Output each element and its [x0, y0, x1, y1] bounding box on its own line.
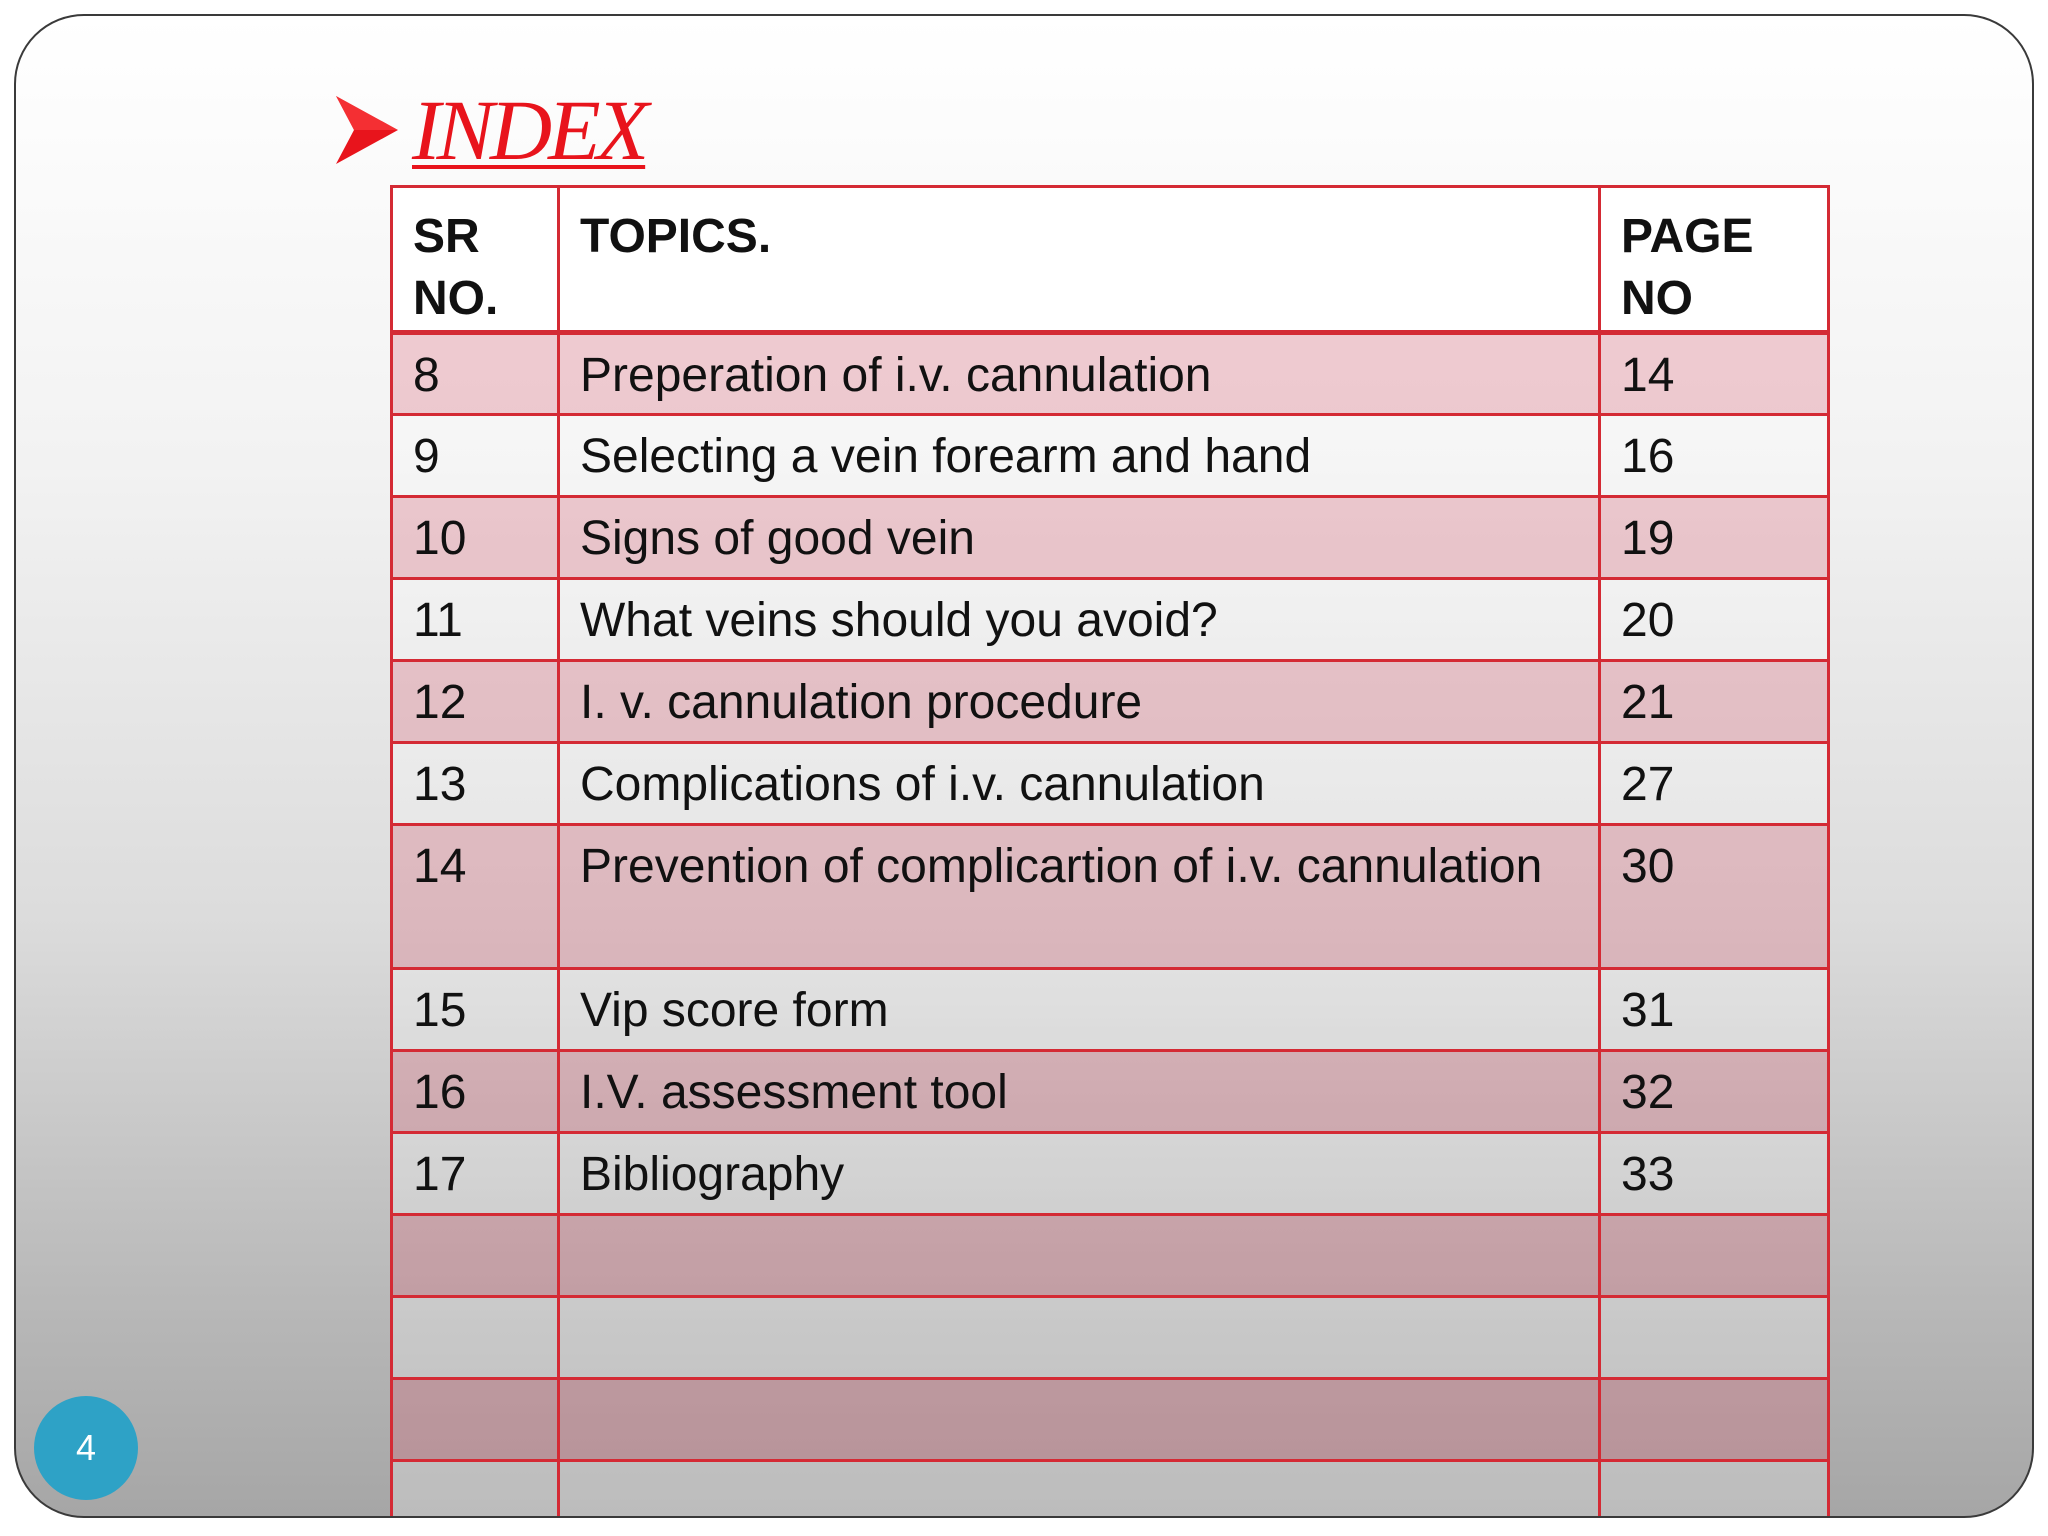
header-sr-no: SR NO.	[392, 187, 559, 333]
cell-page: 31	[1600, 969, 1829, 1051]
cell-sr: 17	[392, 1133, 559, 1215]
cell-page: 30	[1600, 825, 1829, 969]
table-row	[392, 415, 1829, 497]
cell-sr	[392, 1461, 559, 1519]
cell-sr	[392, 1215, 559, 1297]
cell-page: 14	[1600, 333, 1829, 415]
cell-topic: Bibliography	[559, 1133, 1600, 1215]
cell-topic: Vip score form	[559, 969, 1600, 1051]
cell-topic: Signs of good vein	[559, 497, 1600, 579]
table-row	[392, 661, 1829, 743]
cell-page: 21	[1600, 661, 1829, 743]
cell-topic: I. v. cannulation procedure	[559, 661, 1600, 743]
page-title: INDEX	[412, 82, 646, 178]
cell-page: 16	[1600, 415, 1829, 497]
cell-topic: Selecting a vein forearm and hand	[559, 415, 1600, 497]
cell-sr: 14	[392, 825, 559, 969]
cell-sr: 13	[392, 743, 559, 825]
cell-topic: I.V. assessment tool	[559, 1051, 1600, 1133]
table-header-row	[392, 187, 1829, 333]
table-row-empty	[392, 1215, 1829, 1297]
header-page-no: PAGE NO	[1600, 187, 1829, 333]
cell-page: 33	[1600, 1133, 1829, 1215]
cell-sr: 9	[392, 415, 559, 497]
table-row-empty	[392, 1297, 1829, 1379]
cell-sr: 15	[392, 969, 559, 1051]
arrowhead-bullet-icon	[332, 90, 402, 170]
cell-sr: 16	[392, 1051, 559, 1133]
index-table	[390, 185, 1830, 1518]
slide	[14, 14, 2034, 1518]
cell-topic	[559, 1297, 1600, 1379]
cell-sr: 10	[392, 497, 559, 579]
table-row-empty	[392, 1461, 1829, 1519]
cell-topic: What veins should you avoid?	[559, 579, 1600, 661]
cell-page	[1600, 1215, 1829, 1297]
slide-number-badge: 4	[34, 1396, 138, 1500]
table-row	[392, 497, 1829, 579]
table-row	[392, 333, 1829, 415]
cell-page: 27	[1600, 743, 1829, 825]
cell-page: 20	[1600, 579, 1829, 661]
cell-sr	[392, 1379, 559, 1461]
title-block	[332, 80, 645, 180]
cell-topic	[559, 1461, 1600, 1519]
table-row	[392, 743, 1829, 825]
cell-page: 32	[1600, 1051, 1829, 1133]
table-row	[392, 825, 1829, 969]
cell-topic: Complications of i.v. cannulation	[559, 743, 1600, 825]
cell-page	[1600, 1297, 1829, 1379]
cell-page: 19	[1600, 497, 1829, 579]
cell-topic	[559, 1379, 1600, 1461]
cell-topic: Preperation of i.v. cannulation	[559, 333, 1600, 415]
table-row	[392, 1051, 1829, 1133]
cell-topic	[559, 1215, 1600, 1297]
cell-sr: 11	[392, 579, 559, 661]
table-row-empty	[392, 1379, 1829, 1461]
cell-sr: 12	[392, 661, 559, 743]
table-row	[392, 969, 1829, 1051]
table-row	[392, 579, 1829, 661]
table-row	[392, 1133, 1829, 1215]
cell-topic: Prevention of complicartion of i.v. cannulation	[559, 825, 1600, 969]
cell-page	[1600, 1379, 1829, 1461]
cell-sr	[392, 1297, 559, 1379]
header-topics: TOPICS.	[559, 187, 1600, 333]
cell-page	[1600, 1461, 1829, 1519]
cell-sr: 8	[392, 333, 559, 415]
